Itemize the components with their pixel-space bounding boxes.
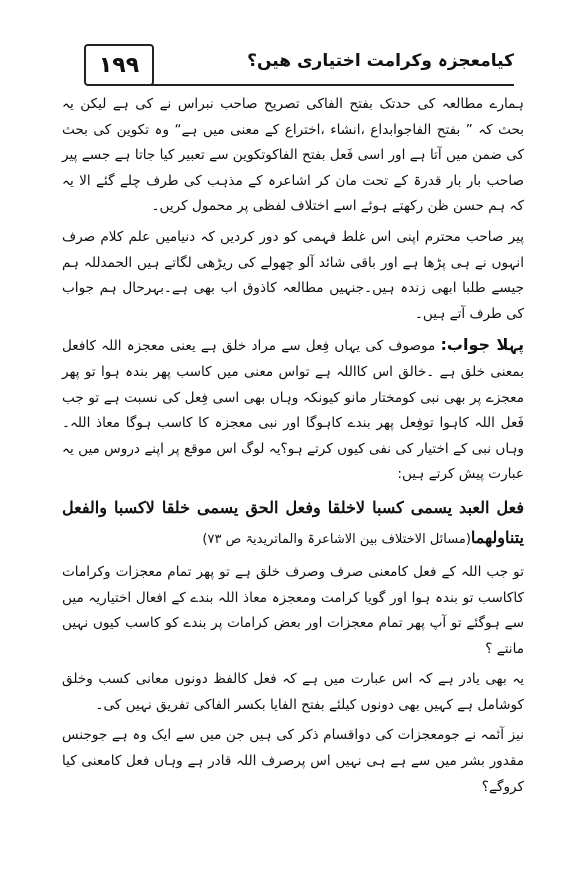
page-body: [62, 92, 524, 805]
page-number-box: [84, 44, 154, 86]
arabic-quote: [62, 493, 524, 555]
paragraph-text: موصوف کی یہاں فِعل سے مراد خلق ہے یعنی معجزہ اللہ کافعل بمعنی خلق ہے ۔خالق اس کااللہ ہے تواس معنی میں کاسب پھر بندہ ہوا تو پھر معجزے پر بھی نبی کومختار مانو کیونکہ وہاں بھی اسی فِعل کی نسبت ہے تو جب فَعل اللہ کاہوا توفِعل پھر بندے کاہوگا اور نبی معجزہ کا کاسب ہوگا معاذ اللہ۔وہاں نبی کے اختیار کی نفی کیوں کرتے ہو؟یہ لوگ اس موقع پر اپنے دروس میں یہ عبارت پیش کرتے ہیں:: [62, 338, 524, 483]
quote-text: فعل العبد یسمی کسبا لاخلقا وفعل الحق یسمی خلقا لاکسبا والفعل یتناولهما: [62, 497, 524, 547]
page-number: ۱۹۹: [98, 52, 140, 78]
paragraph: یہ بھی یادر ہے کہ اس عبارت میں ہے کہ فعل کالفظ دونوں معانی کسب وخلق کوشامل ہے کہیں بھی دونوں کیلئے بفتح الفایا بکسر الفاکی تفریق نہیں کی۔: [62, 671, 524, 713]
paragraph: پیر صاحب محترم اپنی اس غلط فہمی کو دور کردیں کہ دنیامیں علم کلام صرف انہوں نے ہی پڑھا ہے اور باقی شائد آلو چھولے کی ریڑھی لگاتے ہیں الحمدللہ ہم جیسے طلبا ابھی زندہ ہیں۔جنہیں مطالعہ کاذوق اب بھی ہے۔بہرحال ہم جواب کی طرف آتے ہیں۔: [62, 228, 524, 322]
paragraph: ہمارے مطالعہ کی حدتک بفتح الفاکی تصریح صاحب نبراس نے کی ہے لیکن یہ بحث کہ ” بفتح الفاجوابداع ،انشاء ،اختراع کے معنی میں ہے“ وہ تکوین کی بحث کی ضمن میں آتا ہے اور اسی فَعل بفتح الفاکوتکوین سے تعبیر کیا جاتا ہے جسے پیر صاحب بار بار قدرۃ کے تحت مان کر اشاعرہ کے مذہب کی طرف چلے گئے الا یہ کہ ہم حسن ظن رکھتے ہوئے اسے اختلاف لفظی پر محمول کریں۔: [62, 96, 524, 215]
page-header: [84, 44, 514, 86]
quote-reference: (مسائل الاختلاف بین الاشاعرۃ والماتریدیۃ ص ۷۳): [202, 531, 471, 547]
running-title: کیامعجزہ وکرامت اختیاری ھیں؟: [247, 51, 514, 71]
paragraph: نیز آئمہ نے جومعجزات کی دواقسام ذکر کی ہیں جن میں سے ایک وہ ہے جوجنس مقدور بشر میں سے ہے ہی نہیں اس پرصرف اللہ قادر ہے وہاں فعل کامعنی کیا کروگے؟: [62, 727, 524, 795]
paragraph: [62, 332, 524, 488]
header-rule: [150, 84, 514, 86]
answer-heading: پہلا جواب:: [440, 335, 525, 355]
paragraph: تو جب اللہ کے فعل کامعنی صرف وصرف خلق ہے تو پھر تمام معجزات وکرامات کاکاسب تو بندہ ہوا اور گویا کرامت ومعجزہ معاذ اللہ بندے کے افعال اختیاریہ میں سے ہوگئے تو آپ پھر تمام معجزات اور بعض کرامات پر بندے کو کاسب کیوں نہیں مانتے ؟: [62, 563, 524, 657]
